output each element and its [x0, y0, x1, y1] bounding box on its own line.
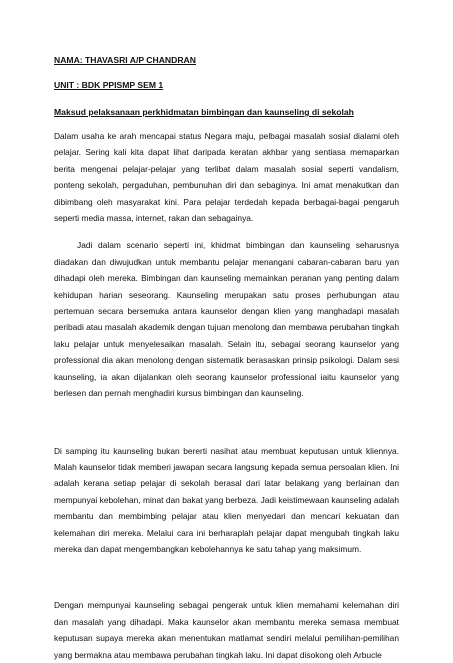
document-title: Maksud pelaksanaan perkhidmatan bimbingan dan kaunseling di sekolah: [54, 107, 354, 117]
paragraph-4: Dengan mempunyai kaunseling sebagai pengerak untuk klien memahami kelemahan diri dan masalah yang dihadapi. Maka kaunselor akan membantu mereka semasa membuat keputusan supaya mereka akan menentukan matlamat sendiri melalui pemilihan-pemilihan yang bermakna atau membawa perubahan tingkah laku. Ini dapat disokong oleh Arbucle: [54, 600, 399, 660]
paragraph-3: Di samping itu kaunseling bukan bererti nasihat atau membuat keputusan untuk kliennya. Malah kaunselor tidak memberi jawapan secara langsung kepada semua persoalan klien. Ini adalah kerana setiap pelajar di sekolah berasal dari latar belakang yang berlainan dan mempunyai kebolehan, minat dan bakat yang berbeza. Jadi keistimewaan kaunseling adalah membantu dan membimbing pelajar atau klien menyedari dan mencari kekuatan dan kelemahan diri mereka. Melalui cara ini berharaplah pelajar dapat mengubah tingkah laku mereka dan dapat mengembangkan kebolehannya ke satu tahap yang maksimum.: [54, 445, 399, 554]
paragraph-1: Dalam usaha ke arah mencapai status Negara maju, pelbagai masalah sosial dialami oleh pelajar. Sering kali kita dapat lihat daripada keratan akhbar yang sentiasa memaparkan berita mengenai pelajar-pelajar yang terlibat dalam masalah sosial seperti vandalism, ponteng sekolah, pergaduhan, pembunuhan diri dan sebaginya. Ini amat menakutkan dan dibimbang oleh masyarakat kini. Para pelajar terdedah kepada berbagai-bagai pengaruh seperti media massa, internet, rakan dan sebagainya.: [54, 131, 399, 224]
student-name: NAMA: THAVASRI A/P CHANDRAN: [54, 55, 196, 65]
unit-line: UNIT : BDK PPISMP SEM 1: [54, 80, 164, 90]
paragraph-2: Jadi dalam scenario seperti ini, khidmat bimbingan dan kaunseling seharusnya diadakan dan diwujudkan untuk membantu pelajar menangani cabaran-cabaran baru yan dihadapi oleh mereka. Bimbingan dan kaunseling memainkan peranan yang penting dalam kehidupan harian seseorang. Kaunseling merupakan satu proses perhubungan atau pertemuan secara bersemuka antara kaunselor dengan klien yang manghadapi masalah peribadi atau masalah akademik dengan tujuan menolong dan membawa perubahan tingkah laku pelajar untuk menyelesaikan masalah. Selain itu, sebagai seorang kaunselor yang professional dia akan menolong dengan sistematik berasaskan prinsip psikologi. Dalam sesi kaunseling, ia akan dijalankan oleh seorang kaunselor professional iaitu kaunselor yang berlesen dan pernah menghadiri kursus bimbingan dan kaunseling.: [54, 240, 399, 399]
